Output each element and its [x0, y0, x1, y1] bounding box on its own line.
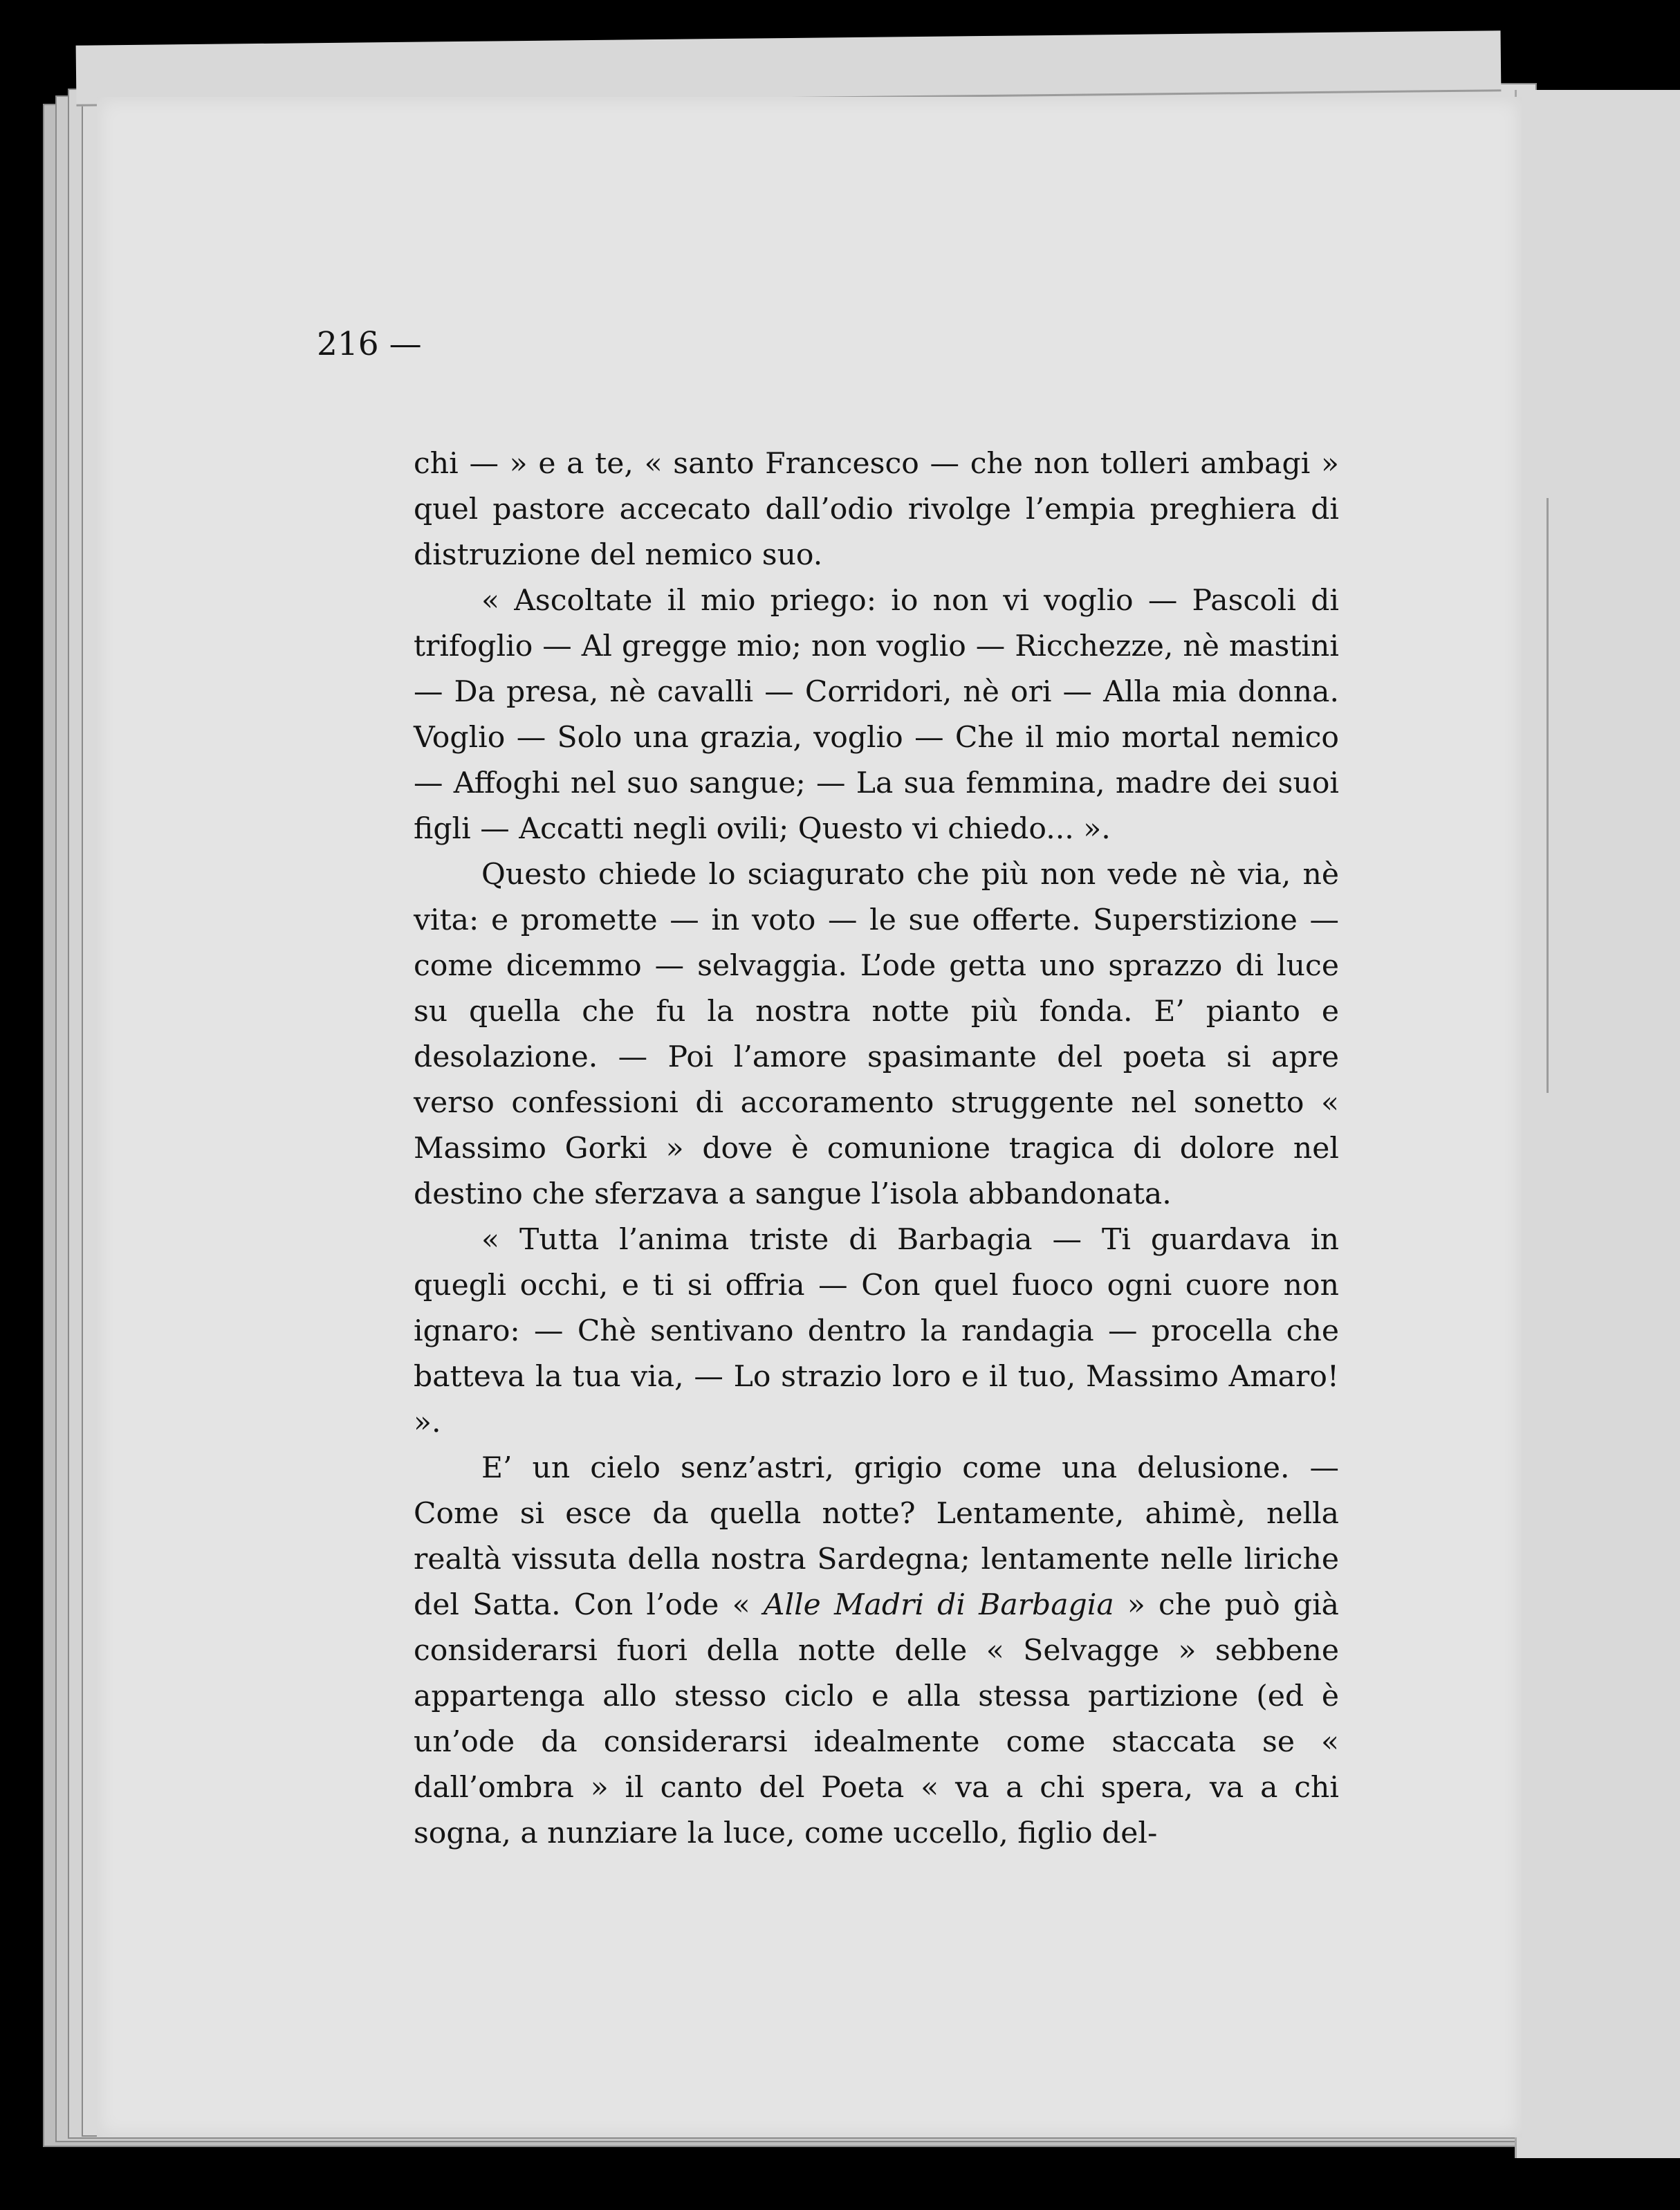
paragraph-text: E’ un cielo senz’astri, grigio come una delusione. — Come si esce da quella notte? Lentamente, ahimè, nella realtà vissuta della nostra Sardegna; lentamente nelle liriche del Satta. Con l’ode « — [414, 1451, 1339, 1622]
paragraph: « Tutta l’anima triste di Barbagia — Ti guardava in quegli occhi, e ti si offria — Con quel fuoco ogni cuore non ignaro: — Chè sentivano dentro la randagia — procella che batteva la tua via, — Lo strazio loro e il tuo, Massimo Amaro! ». — [414, 1223, 1339, 1439]
facing-page-crease — [1547, 498, 1549, 1093]
paragraph-text: » che può già considerarsi fuori della notte delle « Selvagge » sebbene appartenga allo stesso ciclo e alla stessa partizione (ed è un’ode da considerarsi idealmente come staccata se « dall’ombra » il canto del Poeta « va a chi spera, va a chi sogna, a nunziare la luce, come uccello, figlio del- — [414, 1588, 1340, 1850]
paragraph: « Ascoltate il mio priego: io non vi voglio — Pascoli di trifoglio — Al gregge mio; non voglio — Ricchezze, nè mastini — Da presa, nè cavalli — Corridori, nè ori — Alla mia donna. Voglio — Solo una grazia, voglio — Che il mio mortal nemico — Affoghi nel suo sangue; — La sua femmina, madre dei suoi figli — Accatti negli ovili; Questo vi chiedo... ». — [414, 584, 1339, 846]
paragraph: Questo chiede lo sciagurato che più non vede nè via, nè vita: e promette — in voto — le sue offerte. Superstizione — come dicemmo — selvaggia. L’ode getta uno sprazzo di luce su quella che fu la nostra notte più fonda. E’ pianto e desolazione. — Poi l’amore spasimante del poeta si apre verso confessioni di accoramento struggente nel sonetto « Massimo Gorki » dove è comunione tragica di dolore nel destino che sferzava a sangue l’isola abbandonata. — [414, 858, 1339, 1211]
facing-page — [1515, 90, 1680, 2158]
page-number: 216 — — [317, 325, 422, 363]
ode-title: Alle Madri di Barbagia — [763, 1588, 1114, 1622]
body-text — [414, 441, 1339, 1857]
paragraph: chi — » e a te, « santo Francesco — che non tolleri ambagi » quel pastore accecato dall’odio rivolge l’empia preghiera di distruzione del nemico suo. — [414, 447, 1339, 572]
paragraph — [414, 1446, 1339, 1857]
